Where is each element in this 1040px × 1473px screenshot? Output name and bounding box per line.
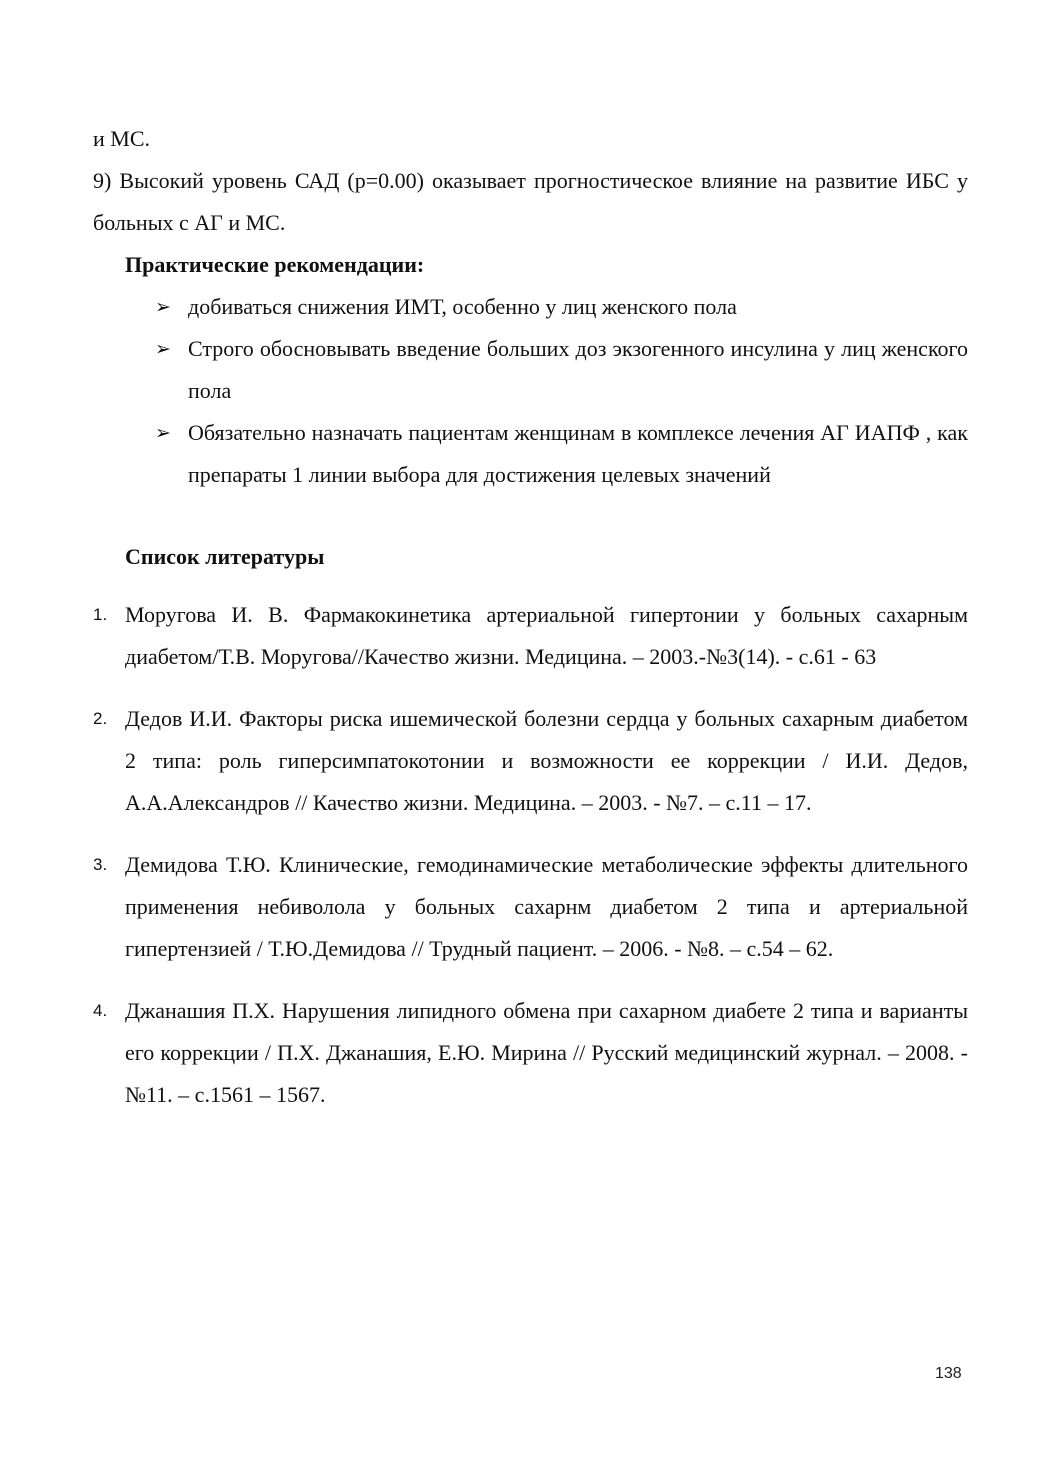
reference-item	[93, 844, 968, 970]
reference-item	[93, 990, 968, 1116]
recommendation-item	[155, 328, 968, 412]
references-heading: Список литературы	[125, 544, 325, 569]
reference-item	[93, 698, 968, 824]
recommendations-heading: Практические рекомендации:	[125, 252, 425, 277]
recommendation-item	[155, 412, 968, 496]
reference-number: 3.	[93, 855, 108, 874]
arrow-bullet-icon: ➢	[155, 422, 171, 444]
references-list	[93, 594, 968, 1116]
reference-text: Моругова И. В. Фармакокинетика артериальной гипертонии у больных сахарным диабетом/Т.В. Моругова//Качество жизни. Медицина. – 2003.-№3(14). - с.61 - 63	[125, 602, 968, 669]
reference-text: Демидова Т.Ю. Клинические, гемодинамические метаболические эффекты длительного применения небиволола у больных сахарнм диабетом 2 типа и артериальной гипертензией / Т.Ю.Демидова // Трудный пациент. – 2006. - №8. – с.54 – 62.	[125, 852, 968, 961]
recommendation-text: Обязательно назначать пациентам женщинам в комплексе лечения АГ ИАПФ , как препараты 1 линии выбора для достижения целевых значений	[188, 420, 968, 487]
conclusion-continuation: и МС.	[93, 126, 151, 151]
reference-number: 2.	[93, 709, 108, 728]
reference-item	[93, 594, 968, 678]
reference-text: Дедов И.И. Факторы риска ишемической болезни сердца у больных сахарным диабетом 2 типа: роль гиперсимпатокотонии и возможности ее коррекции / И.И. Дедов, А.А.Александров // Качество жизни. Медицина. – 2003. - №7. – с.11 – 17.	[125, 706, 968, 815]
recommendation-item	[155, 286, 968, 328]
reference-number: 4.	[93, 1001, 108, 1020]
arrow-bullet-icon: ➢	[155, 296, 171, 318]
recommendations-list	[93, 286, 968, 496]
conclusion-item-9: 9) Высокий уровень САД (р=0.00) оказывает прогностическое влияние на развитие ИБС у больных с АГ и МС.	[93, 168, 968, 235]
document-page	[93, 118, 968, 1136]
recommendation-text: добиваться снижения ИМТ, особенно у лиц женского пола	[188, 294, 737, 319]
reference-number: 1.	[93, 605, 108, 624]
page-number: 138	[935, 1365, 962, 1382]
recommendation-text: Строго обосновывать введение больших доз экзогенного инсулина у лиц женского пола	[188, 336, 968, 403]
reference-text: Джанашия П.Х. Нарушения липидного обмена при сахарном диабете 2 типа и варианты его коррекции / П.Х. Джанашия, Е.Ю. Мирина // Русский медицинский журнал. – 2008. - №11. – с.1561 – 1567.	[125, 998, 968, 1107]
arrow-bullet-icon: ➢	[155, 338, 171, 360]
